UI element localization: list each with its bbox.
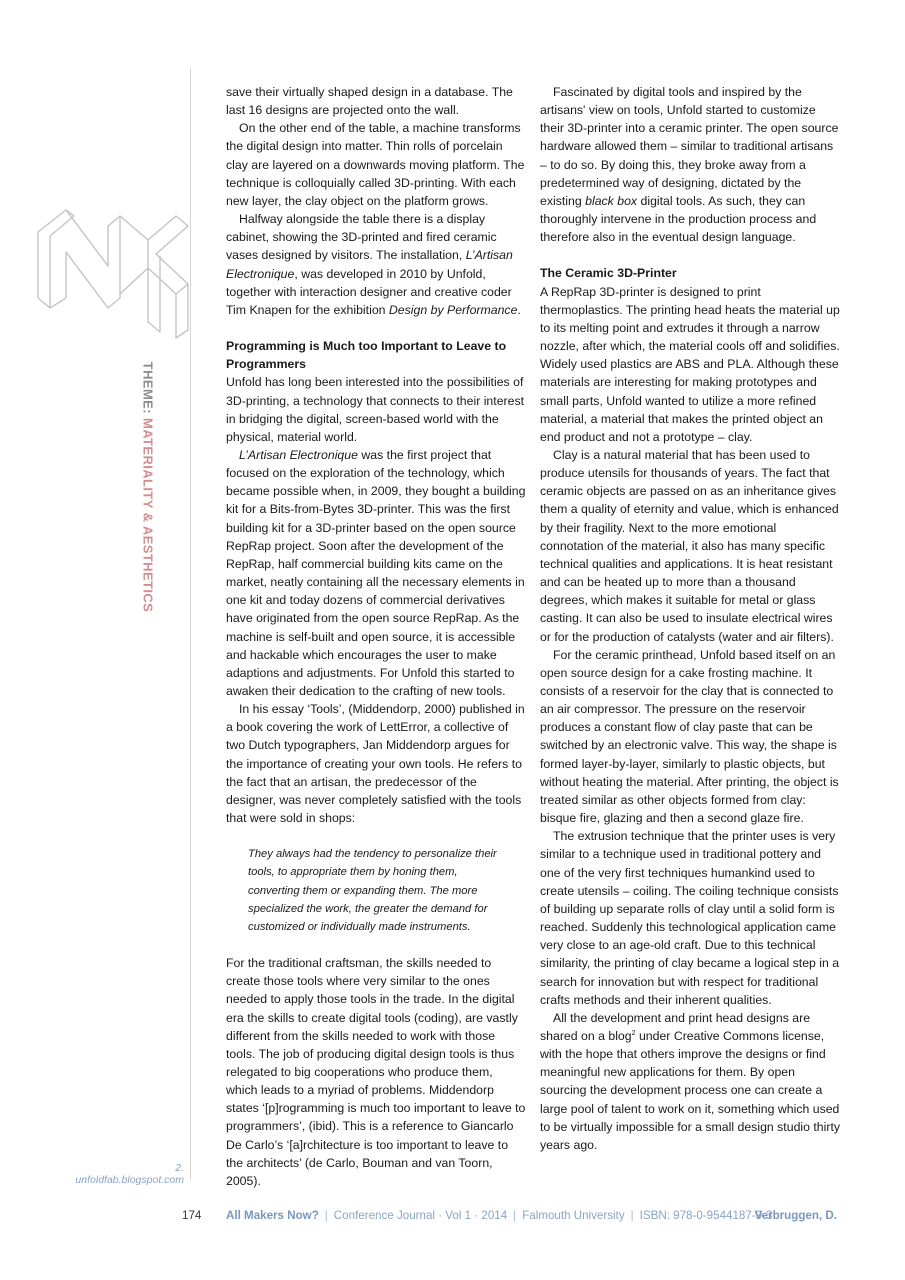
text-column-right: [540, 83, 842, 1154]
text-run: Halfway alongside the table there is a display cabinet, showing the 3D-printed and fired ceramic vases designed by visitors. The installation,: [226, 212, 497, 263]
theme-label-prefix: THEME:: [140, 361, 156, 414]
sidebar-divider: [190, 68, 191, 1180]
section-heading: Programming is Much too Important to Leave to Programmers: [226, 339, 507, 372]
journal-meta: All Makers Now? | Conference Journal · Vol 1 · 2014 | Falmouth University | ISBN: 978-0-9544187-9-3: [226, 1209, 773, 1222]
paragraph: For the ceramic printhead, Unfold based itself on an open source design for a cake frosting machine. It consists of a reservoir for the clay that is connected to an air compressor. The pressure on the reservoir produces a constant flow of clay paste that can be switched by an electronic valve. This way, the shape is formed layer-by-layer, similarly to plastic objects, but without heating the material. After printing, the object is treated similar as other objects formed from clay: bisque fire, glazing and then a second glaze fire.: [540, 647, 839, 826]
theme-label-value: MATERIALITY & AESTHETICS: [140, 417, 156, 613]
paragraph: save their virtually shaped design in a database. The last 16 designs are projected onto the wall.: [226, 85, 513, 118]
paragraph: [540, 83, 842, 246]
paragraph: A RepRap 3D-printer is designed to print thermoplastics. The printing head heats the material up to its melting point and extrudes it through a narrow nozzle, after which, the material cools off and solidifies. Widely used plastics are ABS and PLA. Although these materials are interesting for making prototypes and small parts, Unfold wanted to utilize a more refined material, a material that makes the printed object an end product and not a prototype – clay.: [540, 284, 840, 444]
journal-isbn: ISBN: 978-0-9544187-9-3: [639, 1209, 773, 1222]
paragraph: Unfold has long been interested into the possibilities of 3D-printing, a technology that connects to their interest in bridging the digital, screen-based world with the physical, material world.: [226, 375, 525, 444]
journal-institution: Falmouth University: [522, 1209, 625, 1222]
text-run: digital tools. As such, they can thoroughly intervene in the production process and therefore also in the eventual design language.: [540, 193, 817, 245]
page-number: 174: [182, 1209, 202, 1222]
theme-label: [141, 362, 156, 613]
section-heading: The Ceramic 3D-Printer: [540, 266, 677, 281]
text-run: under Creative Commons license, with the hope that others improve the designs or find meaningful new applications for them. By open sourcing the development process one can create a large pool of talent to work on it, something which used to be virtually impossible for a small design studio thirty years ago.: [540, 1028, 841, 1152]
journal-issue: Conference Journal · Vol 1 · 2014: [333, 1209, 508, 1222]
footnote-ref: 2: [631, 1029, 636, 1037]
paragraph: Clay is a natural material that has been used to produce utensils for thousands of years. The fact that ceramic objects are passed on as an inheritance gives them a quality of eternity and value, which is enhanced by their fragility. Next to the more emotional connotation of the material, it also has many specific technical qualities and applications. It is heat resistant and can be heated up to more than a thousand degrees, which makes it suitable for metal or glass casting. It can also be used to insulate electrical wires or for the production of catalysts (water and air filters).: [540, 447, 839, 644]
paragraph: [226, 446, 526, 700]
emphasis: L’Artisan Electronique: [226, 248, 513, 281]
paragraph: In his essay ‘Tools’, (Middendorp, 2000) published in a book covering the work of LettError, a collective of two Dutch typographers, Jan Middendorp argues for the importance of creating your own tools. He refers to the fact that an artisan, the predecessor of the designer, was never completely satisfied with the tools that were sold in shops:: [226, 702, 525, 826]
footnote: 2. unfoldfab.blogspot.com: [75, 1162, 184, 1186]
text-run: All the development and print head designs are shared on a blog: [540, 1010, 811, 1043]
text-column-left: [226, 83, 526, 1190]
page-footer: [0, 1209, 905, 1227]
emphasis: black box: [585, 193, 638, 208]
emphasis: Design by Performance: [388, 302, 518, 317]
text-run: Fascinated by digital tools and inspired by the artisans' view on tools, Unfold started to customize their 3D-printer into a ceramic printer. The open source hardware allowed them – similar to traditional artisans – to do so. By doing this, they broke away from a predetermined way of designing, dictated by the existing: [540, 85, 839, 208]
emphasis: L’Artisan Electronique: [239, 447, 358, 462]
text-run: .: [517, 302, 521, 317]
paragraph: For the traditional craftsman, the skills needed to create those tools where very similar to the ones needed to apply those tools in the trade. In the digital era the skills to create digital tools (coding), are vastly different from the skills needed to work with those tools. The job of producing digital design tools is thus relegated to big cooperations who produce them, which leads to a myriad of problems. Middendorp states ‘[p]rogramming is much too important to leave to programmers’, (ibid). This is a reference to Giancarlo De Carlo’s ‘[a]rchitecture is too important to leave to the architects’ (de Carlo, Bouman and van Toorn, 2005).: [226, 956, 526, 1188]
text-run: was the first project that focused on the exploration of the technology, which became possible when, in 2009, they bought a building kit for a Bits-from-Bytes 3D-printer. This was the first building kit for a 3D-printer based on the open source RepRap project. Soon after the development of the RepRap, half commercial building kits came on the market, neatly containing all the necessary elements in one kit and today dozens of commercial derivatives have originated from the open source RepRap. As the machine is self-built and open source, it is accessible and hackable which encourages the user to make adaptions and adjustments. For Unfold this started to awaken their dedication to the crafting of new tools.: [226, 447, 526, 698]
block-quote: They always had the tendency to personalize their tools, to appropriate them by honing them, converting them or expanding them. The more specialized the work, the greater the demand for customized or individually made instruments.: [248, 848, 497, 933]
text-run: , was developed in 2010 by Unfold, together with interaction designer and creative coder Tim Knapen for the exhibition: [226, 266, 512, 317]
paragraph: The extrusion technique that the printer uses is very similar to a technique used in traditional pottery and one of the very first techniques humankind used to create utensils – coiling. The coiling technique consists of building up separate rolls of clay until a solid form is reached. Suddenly this technological application came very close to an age-old craft. Due to this technical similarity, the printing of clay became a logical step in a search for innovation but with respect for traditional crafts methods and their inherent qualities.: [540, 829, 840, 1007]
paragraph: [226, 210, 526, 319]
paragraph: On the other end of the table, a machine transforms the digital design into matter. Thin rolls of porcelain clay are layered on a downwards moving platform. The technique is colloquially called 3D-printing. With each new layer, the clay object on the platform grows.: [226, 121, 525, 208]
journal-logo-icon: [36, 202, 192, 342]
article-author: Verbruggen, D.: [754, 1209, 837, 1222]
paragraph: [540, 1009, 842, 1154]
journal-title: All Makers Now?: [226, 1209, 319, 1222]
